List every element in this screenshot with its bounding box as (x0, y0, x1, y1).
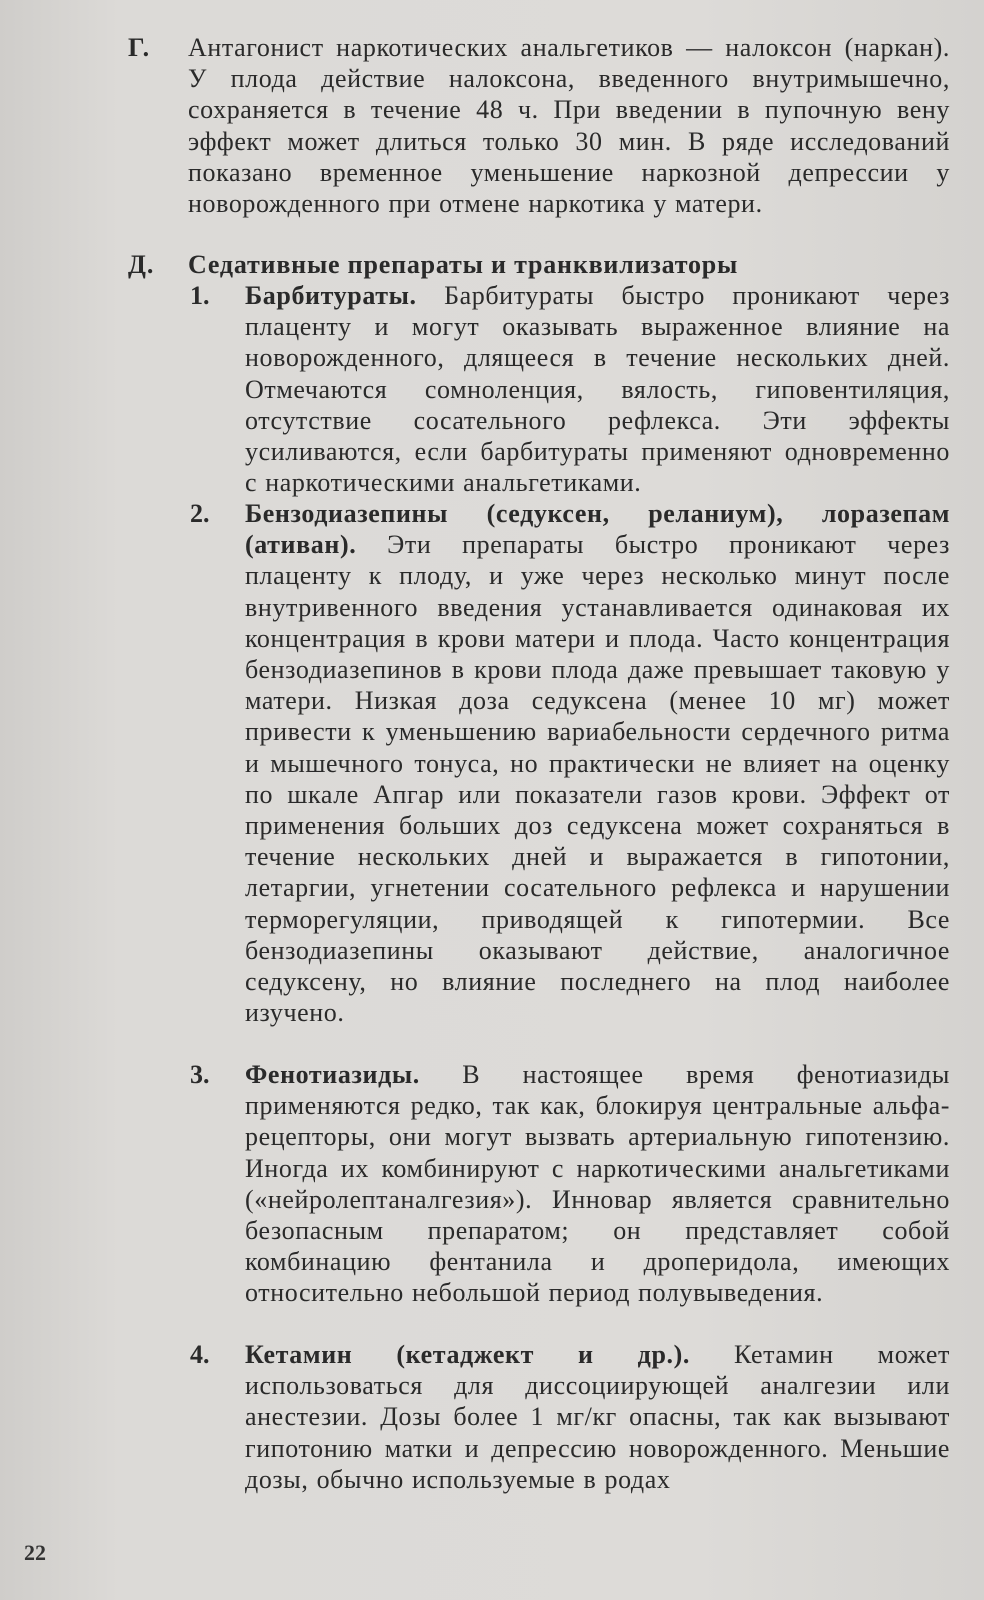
list-item-text (245, 1339, 950, 1495)
section-marker-d: Д. (128, 250, 155, 279)
list-item-body: Эти препараты быстро проникают через плаценту к плоду, и уже через несколько минут после внутривенного введения устанавливается одинаковая их концентрация в крови матери и плода. Часто концентрация бензодиазепинов в крови плода даже превышает таковую у матери. Низкая доза седуксена (менее 10 мг) может привести к уменьшению вариабельности сердечного ритма и мышечного тонуса, но практически не влияет на оценку по шкале Апгар или показатели газов крови. Эффект от применения больших доз седуксена может сохраняться в течение нескольких дней и выражается в гипотонии, летаргии, угнетении сосательного рефлекса и нарушении терморегуляции, приводящей к гипотермии. Все бензодиазепины оказывают действие, аналогичное седуксену, но влияние последнего на плод наиболее изучено. (245, 530, 950, 1028)
page-number: 22 (24, 1540, 46, 1565)
list-item-lead: Кетамин (кетаджект и др.). (245, 1340, 690, 1369)
list-item-lead: Фенотиазиды. (245, 1060, 420, 1089)
list-item-number: 4. (190, 1340, 210, 1369)
list-item-body: В настоящее время фенотиазиды применяются редко, так как, блокируя центральные альфа-рецепторы, они могут вызвать артериальную гипотензию. Иногда их комбинируют с наркотическими анальгетиками («нейролептаналгезия»). Инновар является сравнительно безопасным препаратом; он представляет собой комбинацию фентанила и дроперидола, имеющих относительно небольшой период полувыведения. (245, 1060, 950, 1308)
list-item-number: 1. (190, 281, 210, 310)
list-item-text (245, 498, 950, 1028)
section-d-heading: Седативные препараты и транквилизаторы (188, 250, 739, 279)
section-marker-g: Г. (128, 33, 151, 62)
list-item-text (245, 1059, 950, 1309)
list-item-lead: Бензодиазепины (седуксен, реланиум), лоразепам (ативан). (245, 499, 950, 560)
section-g-text: Антагонист наркотических анальгетиков — налоксон (наркан). У плода действие налоксона, введенного внутримышечно, сохраняется в течение 48 ч. При введении в пупочную вену эффект может длиться только 30 мин. В ряде исследований показано временное уменьшение наркозной депрессии у новорожденного при отмене наркотика у матери. (188, 33, 950, 219)
list-item-number: 2. (190, 499, 210, 528)
list-item-text (245, 280, 950, 498)
list-item-lead: Барбитураты. (245, 281, 417, 310)
list-item-body: Кетамин может использоваться для диссоциирующей аналгезии или анестезии. Дозы более 1 мг/кг опасны, так как вызывают гипотонию матки и депрессию новорожденного. Меньшие дозы, обычно используемые в родах (245, 1340, 951, 1494)
list-item-body: Барбитураты быстро проникают через плаценту и могут оказывать выраженное влияние на новорожденного, длящееся в течение нескольких дней. Отмечаются сомноленция, вялость, гиповентиляция, отсутствие сосательного рефлекса. Эти эффекты усиливаются, если барбитураты применяют одновременно с наркотическими анальгетиками. (245, 281, 950, 498)
list-item-number: 3. (190, 1060, 210, 1089)
